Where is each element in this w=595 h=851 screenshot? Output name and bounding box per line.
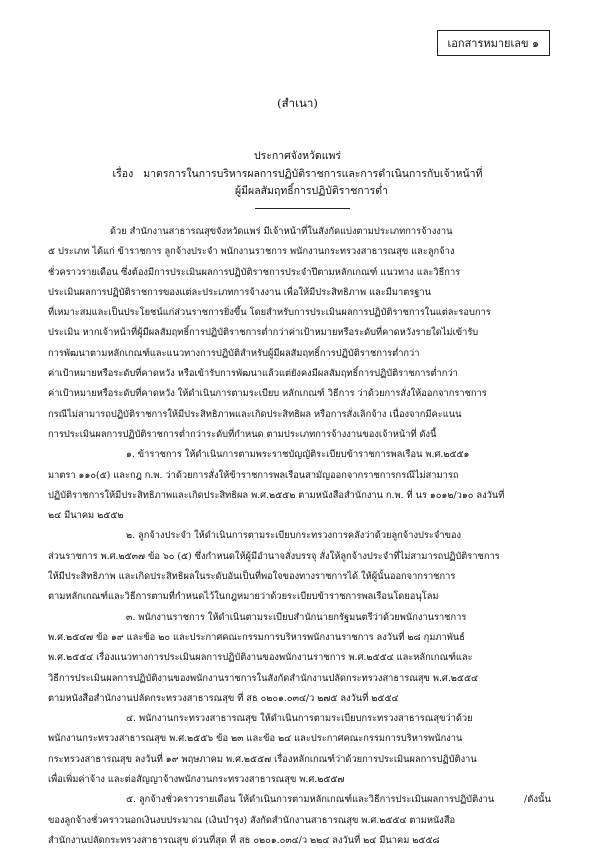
paragraph-line: ส่วนราชการ พ.ศ.๒๕๓๗ ข้อ ๖๐ (๕) ซึ่งกำหนดให้ผู้มีอำนาจสั่งบรรจุ สั่งให้ลูกจ้างประจำที่ไม่สามารถปฏิบัติราชการ bbox=[48, 550, 500, 562]
paragraph-line: ค่าเป้าหมายหรือระดับที่คาดหวัง หรือเข้ารับการพัฒนาแล้วแต่ยังคงมีผลสัมฤทธิ์การปฏิบัติราชการต่ำกว่า bbox=[48, 368, 458, 380]
paragraph bbox=[48, 445, 551, 526]
paragraph bbox=[48, 608, 551, 709]
paragraph-line: ๔. พนักงานกระทรวงสาธารณสุข ให้ดำเนินการตามระเบียบกระทรวงสาธารณสุขว่าด้วย bbox=[126, 713, 473, 725]
subject-line-1: มาตรการในการบริหารผลการปฏิบัติราชการและการดำเนินการกับเจ้าหน้าที่ bbox=[143, 168, 483, 180]
document-body bbox=[48, 222, 551, 851]
paragraph-line: ๕ ประเภท ได้แก่ ข้าราชการ ลูกจ้างประจำ พนักงานราชการ พนักงานกระทรวงสาธารณสุข และลูกจ้าง bbox=[48, 246, 455, 258]
paragraph-line: ๑. ข้าราชการ ให้ดำเนินการตามพระราชบัญญัติระเบียบข้าราชการพลเรือน พ.ศ.๒๕๕๑ bbox=[126, 449, 470, 461]
paragraph-line: กระทรวงสาธารณสุข ลงวันที่ ๑๙ พฤษภาคม พ.ศ.๒๕๕๗ เรื่องหลักเกณฑ์ว่าด้วยการประเมินผลการปฏิบัติงาน bbox=[48, 753, 477, 765]
paragraph-line: การประเมินผลการปฏิบัติราชการต่ำกว่าระดับที่กำหนด ตามประเภทการจ้างงานของเจ้าหน้าที่ ดังนี้ bbox=[48, 428, 437, 440]
document-number-box: เอกสารหมายเลข ๑ bbox=[437, 30, 550, 56]
paragraph-line: ของลูกจ้างชั่วคราวนอกเงินงบประมาณ (เงินบำรุง) สังกัดสำนักงานสาธารณสุข พ.ศ.๒๕๕๔ ตามหนังสือ bbox=[48, 814, 456, 826]
paragraph-line: ด้วย สำนักงานสาธารณสุขจังหวัดแพร่ มีเจ้าหน้าที่ในสังกัดแบ่งตามประเภทการจ้างงาน bbox=[110, 226, 453, 237]
paragraph-line: วิธีการประเมินผลการปฏิบัติงานของพนักงานราชการในสังกัดสำนักงานปลัดกระทรวงสาธารณสุข พ.ศ.๒๕๕๔ bbox=[48, 672, 479, 684]
paragraph-line: ๒. ลูกจ้างประจำ ให้ดำเนินการตามระเบียบกระทรวงการคลังว่าด้วยลูกจ้างประจำของ bbox=[126, 530, 462, 542]
paragraph-line: เพื่อเพิ่มค่าจ้าง และต่อสัญญาจ้างพนักงานกระทรวงสาธารณสุข พ.ศ.๒๕๕๗ bbox=[48, 774, 345, 786]
paragraph-line: ปฏิบัติราชการให้มีประสิทธิภาพและเกิดประสิทธิผล พ.ศ.๒๕๕๒ ตามหนังสือสำนักงาน ก.พ. ที่ นร ๑๐๑๒/ว๑๐ ลงวันที่ bbox=[48, 489, 505, 501]
header-separator bbox=[255, 208, 350, 209]
paragraph-line: สำนักงานปลัดกระทรวงสาธารณสุข ด่วนที่สุด ที่ สธ ๐๒๐๑.๐๓๔/ว ๒๒๔ ลงวันที่ ๒๔ มีนาคม ๒๕๕๘ bbox=[48, 834, 440, 846]
paragraph-line: ประเมินผลการปฏิบัติราชการของแต่ละประเภทการจ้างงาน เพื่อให้มีประสิทธิภาพ และมีมาตรฐาน bbox=[48, 286, 432, 298]
paragraph-line: ประเมิน หากเจ้าหน้าที่ผู้มีผลสัมฤทธิ์การปฏิบัติราชการต่ำกว่าค่าเป้าหมายหรือระดับที่คาดหวังรายใดไม่เข้ารับ bbox=[48, 327, 479, 339]
paragraph-line: ให้มีประสิทธิภาพ และเกิดประสิทธิผลในระดับอันเป็นที่พอใจของทางราชการได้ ให้ผู้นั้นออกจากราชการ bbox=[48, 571, 456, 583]
paragraph-line: การพัฒนาตามหลักเกณฑ์และแนวทางการปฏิบัติสำหรับผู้มีผลสัมฤทธิ์การปฏิบัติราชการต่ำกว่า bbox=[48, 347, 420, 359]
subject-row-1 bbox=[0, 166, 595, 183]
paragraph-line: ชั่วคราวรายเดือน ซึ่งต้องมีการประเมินผลการปฏิบัติราชการประจำปีตามหลักเกณฑ์ แนวทาง และวิธีการ bbox=[48, 266, 461, 278]
paragraph-line: ๓. พนักงานราชการ ให้ดำเนินตามระเบียบสำนักนายกรัฐมนตรีว่าด้วยพนักงานราชการ bbox=[126, 611, 467, 623]
paragraph-line: มาตรา ๑๑๐(๕) และกฎ ก.พ. ว่าด้วยการสั่งให้ข้าราชการพลเรือนสามัญออกจากราชการกรณีไม่สามารถ bbox=[48, 469, 459, 481]
paragraph-line: พ.ศ.๒๕๕๔ เรื่องแนวทางการประเมินผลการปฏิบัติงานของพนักงานราชการ พ.ศ.๒๕๕๔ และหลักเกณฑ์และ bbox=[48, 652, 473, 664]
subject-line-2: ผู้มีผลสัมฤทธิ์การปฏิบัติราชการต่ำ bbox=[234, 185, 389, 197]
subject-label: เรื่อง bbox=[112, 168, 134, 180]
continuation-mark: /ดังนั้น bbox=[524, 794, 551, 805]
paragraph-line: ๕. ลูกจ้างชั่วคราวรายเดือน ให้ดำเนินการตามหลักเกณฑ์และวิธีการประเมินผลการปฏิบัติงาน bbox=[126, 794, 495, 806]
subject-block bbox=[0, 166, 595, 200]
paragraph bbox=[48, 526, 551, 607]
paragraph-line: ตามหลักเกณฑ์และวิธีการตามที่กำหนดไว้ในกฎหมายว่าด้วยระเบียบข้าราชการพลเรือนโดยอนุโลม bbox=[48, 591, 439, 603]
paragraph bbox=[48, 222, 551, 445]
paragraph bbox=[48, 709, 551, 790]
paragraph-line: พ.ศ.๒๕๔๗ ข้อ ๑๙ และข้อ ๒๐ และประกาศคณะกรรมการบริหารพนักงานราชการ ลงวันที่ ๒๘ กุมภาพันธ์ bbox=[48, 631, 465, 643]
paragraph-line: พนักงานกระทรวงสาธารณสุข พ.ศ.๒๕๕๖ ข้อ ๒๓ และข้อ ๒๔ และประกาศคณะกรรมการบริหารพนักงาน bbox=[48, 733, 463, 745]
paragraph-line: กรณีไม่สามารถปฏิบัติราชการให้มีประสิทธิภาพและเกิดประสิทธิผล หรือการสั่งเลิกจ้าง เนื่องจากมีคะแนน bbox=[48, 408, 462, 420]
paragraph-line: ที่เหมาะสมและเป็นประโยชน์แก่ส่วนราชการยิ่งขึ้น โดยสำหรับการประเมินผลการปฏิบัติราชการในแต่ละรอบการ bbox=[48, 307, 491, 319]
paragraph-line: ตามหนังสือสำนักงานปลัดกระทรวงสาธารณสุข ที่ สธ ๐๒๐๑.๐๓๔/ว ๒๗๕ ลงวันที่ ๒๕๕๔ bbox=[48, 692, 399, 704]
paragraph-line: ค่าเป้าหมายหรือระดับที่คาดหวัง ให้ดำเนินการตามระเบียบ หลักเกณฑ์ วิธีการ ว่าด้วยการสั่งให้ออกจากราชการ bbox=[48, 388, 487, 400]
copy-mark: (สำเนา) bbox=[277, 96, 318, 110]
announcement-title: ประกาศจังหวัดแพร่ bbox=[253, 150, 342, 162]
paragraph-line: ๒๔ มีนาคม ๒๕๕๒ bbox=[48, 510, 124, 522]
